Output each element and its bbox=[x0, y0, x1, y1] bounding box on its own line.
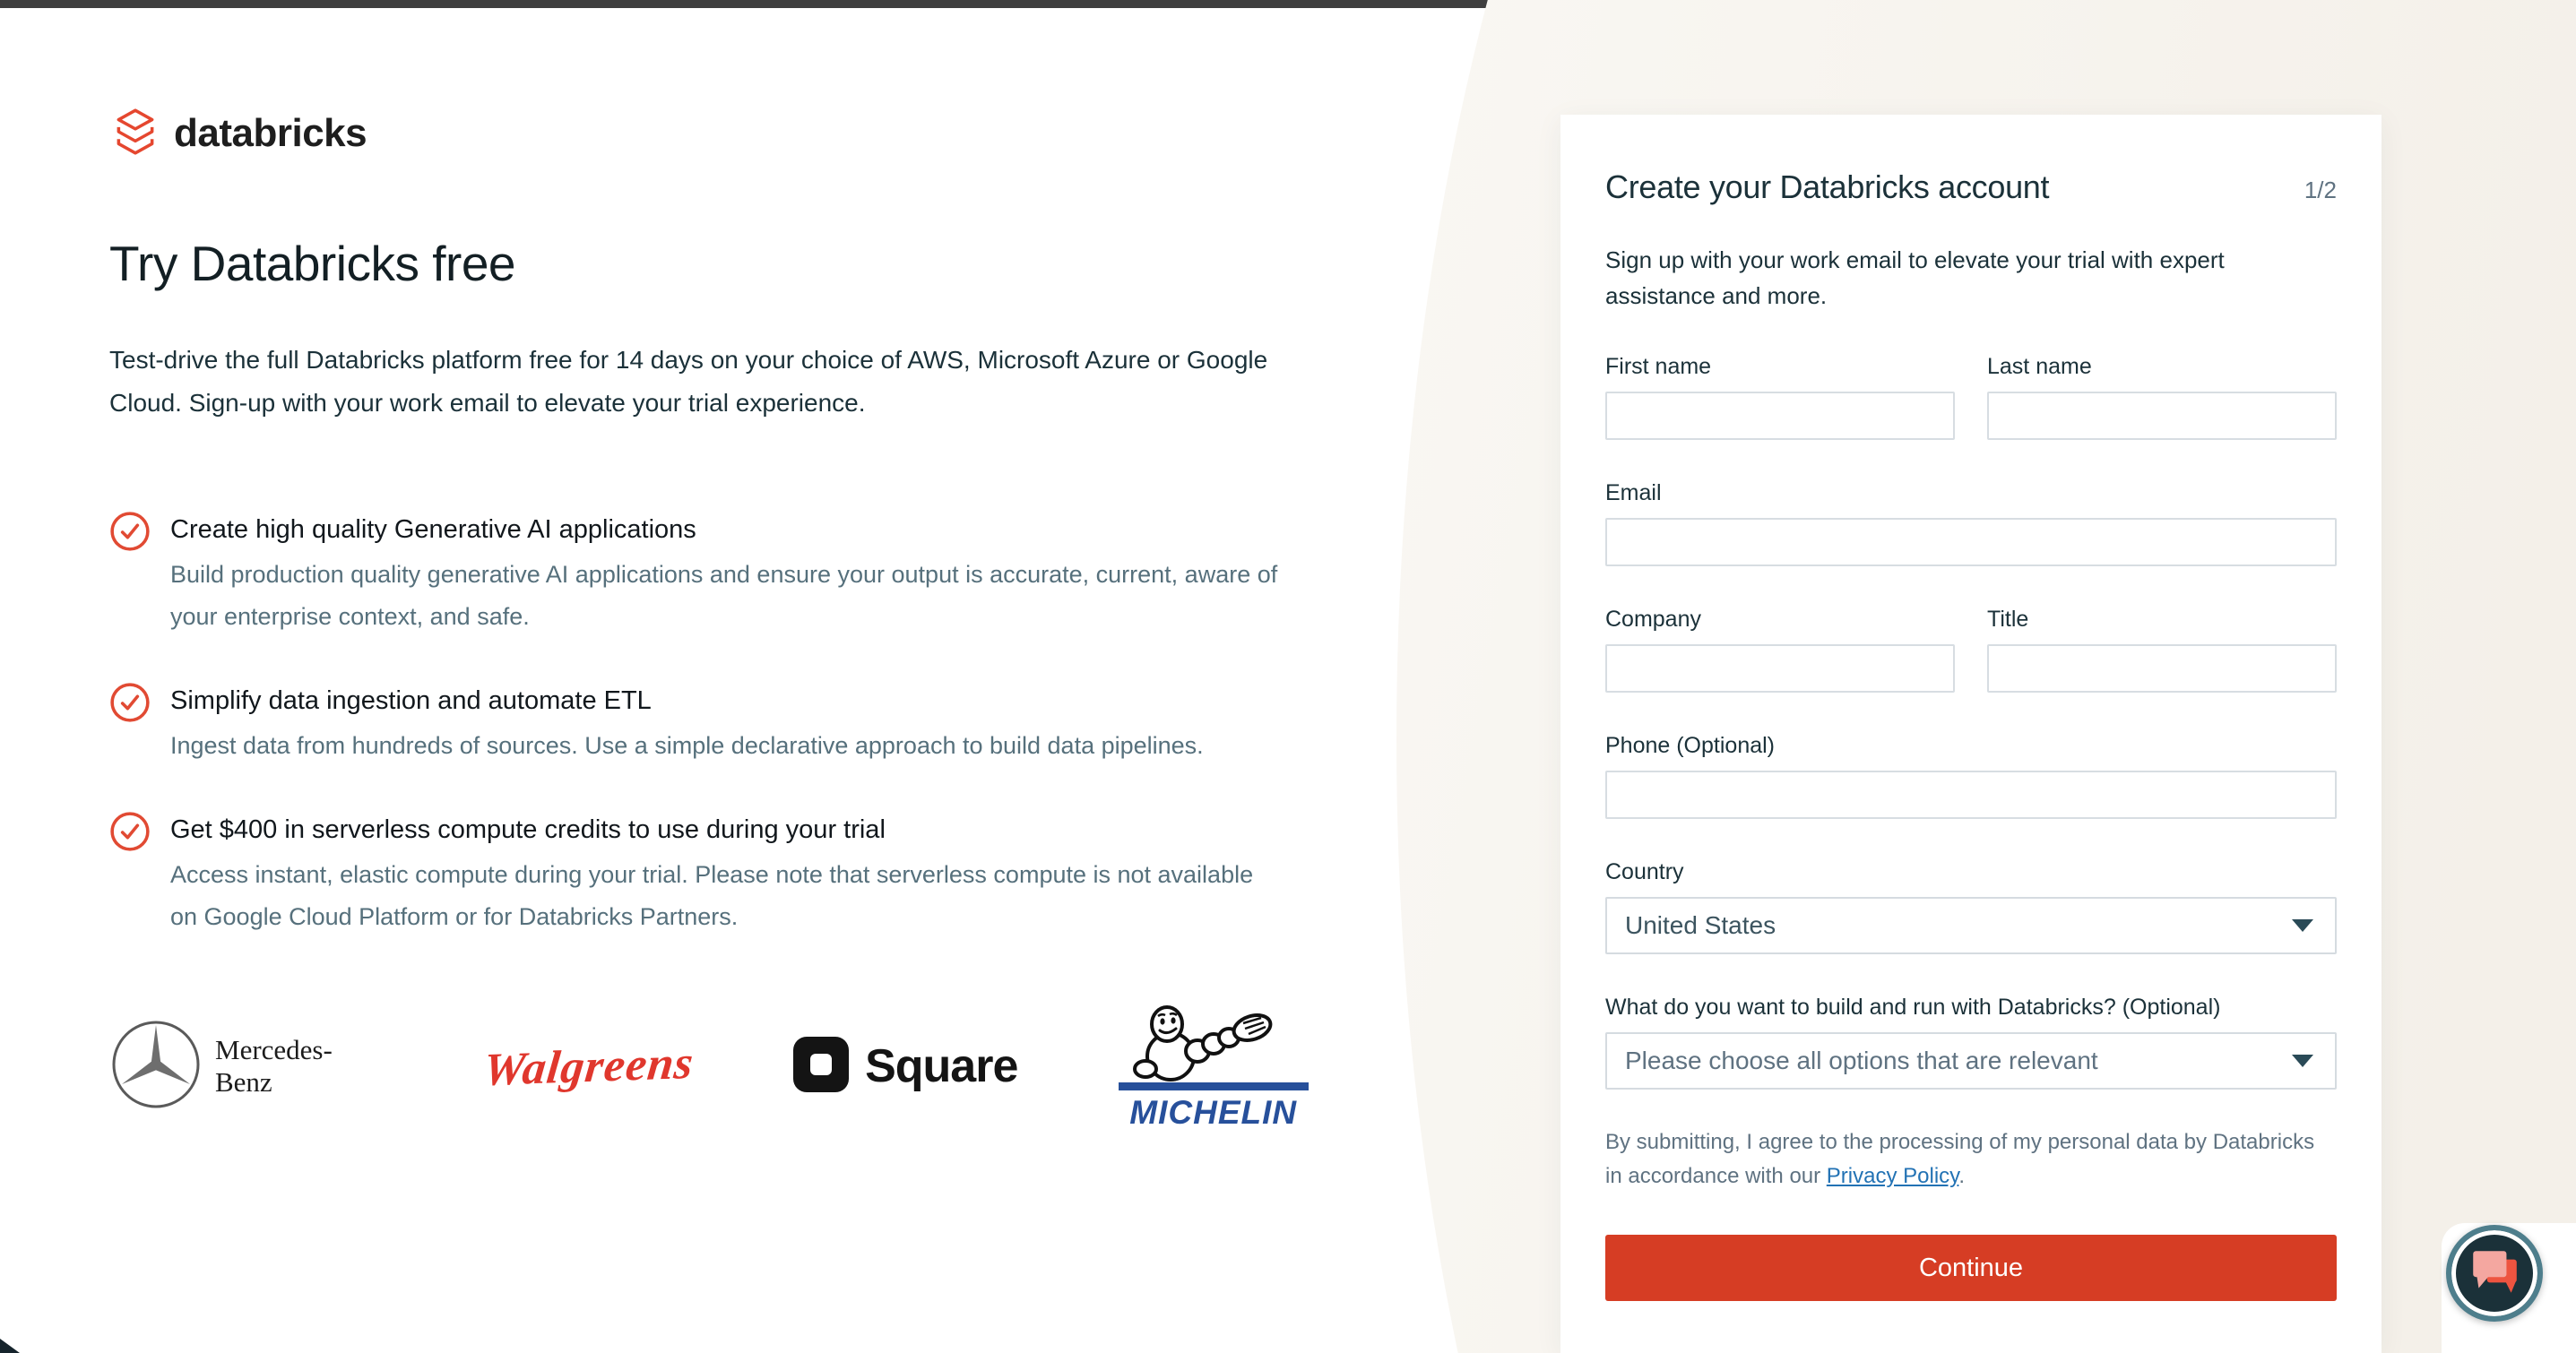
feature-item bbox=[109, 680, 1310, 767]
page-title: Try Databricks free bbox=[109, 236, 516, 291]
country-label: Country bbox=[1605, 859, 1684, 884]
last-name-label: Last name bbox=[1987, 354, 2092, 379]
square-mark-icon bbox=[791, 1035, 851, 1099]
country-select[interactable] bbox=[1605, 897, 2337, 954]
walgreens-wordmark: Walgreens bbox=[480, 1037, 696, 1096]
databricks-logo-icon bbox=[109, 106, 161, 162]
last-name-input[interactable] bbox=[1987, 392, 2337, 440]
phone-label: Phone (Optional) bbox=[1605, 733, 1776, 758]
databricks-wordmark: databricks bbox=[174, 111, 367, 155]
interests-select-placeholder: Please choose all options that are relevant bbox=[1625, 1047, 2098, 1074]
customer-logos bbox=[109, 1001, 1310, 1132]
caret-down-icon bbox=[2292, 1055, 2313, 1067]
country-select-value: United States bbox=[1625, 911, 1776, 939]
michelin-man-icon bbox=[1124, 1001, 1303, 1088]
first-name-input[interactable] bbox=[1605, 392, 1955, 440]
mercedes-benz-wordmark: Mercedes-Benz bbox=[215, 1034, 333, 1098]
michelin-wordmark: MICHELIN bbox=[1129, 1094, 1298, 1131]
feature-title: Get $400 in serverless compute credits to use during your trial bbox=[170, 815, 886, 844]
feature-title: Create high quality Generative AI applications bbox=[170, 515, 696, 544]
marketing-column bbox=[109, 106, 1310, 1132]
title-label: Title bbox=[1987, 607, 2029, 632]
email-input[interactable] bbox=[1605, 518, 2337, 566]
square-wordmark: Square bbox=[865, 1040, 1018, 1092]
phone-input[interactable] bbox=[1605, 771, 2337, 819]
databricks-logo bbox=[109, 106, 1310, 161]
walgreens-logo bbox=[480, 1037, 696, 1096]
chat-button[interactable] bbox=[2446, 1225, 2543, 1322]
privacy-policy-link[interactable]: Privacy Policy bbox=[1826, 1164, 1959, 1188]
feature-list bbox=[109, 509, 1310, 938]
check-circle-icon bbox=[109, 682, 151, 767]
first-name-label: First name bbox=[1605, 354, 1712, 379]
feature-item bbox=[109, 809, 1310, 938]
check-circle-icon bbox=[109, 811, 151, 938]
feature-description: Build production quality generative AI applications and ensure your output is accurate, current, aware of your enterprise context, and safe. bbox=[170, 561, 1278, 630]
feature-item bbox=[109, 509, 1310, 638]
signup-card bbox=[1560, 115, 2382, 1353]
feature-description: Access instant, elastic compute during your trial. Please note that serverless compute is not available on Google Cloud Platform or for Databricks Partners. bbox=[170, 861, 1254, 930]
form-title: Create your Databricks account bbox=[1605, 168, 2050, 205]
mercedes-star-icon bbox=[109, 1018, 203, 1116]
consent-text-before: By submitting, I agree to the processing of my personal data by Databricks in accordance with our bbox=[1605, 1130, 2315, 1188]
company-label: Company bbox=[1605, 607, 1701, 632]
interests-label: What do you want to build and run with Databricks? (Optional) bbox=[1605, 995, 2221, 1020]
check-circle-icon bbox=[109, 511, 151, 638]
feature-description: Ingest data from hundreds of sources. Use a simple declarative approach to build data pipelines. bbox=[170, 732, 1204, 759]
michelin-bar bbox=[1119, 1082, 1309, 1090]
form-subtitle: Sign up with your work email to elevate your trial with expert assistance and more. bbox=[1605, 246, 2225, 309]
chat-icon bbox=[2467, 1244, 2522, 1304]
consent-text bbox=[1605, 1125, 2322, 1194]
consent-text-after: . bbox=[1958, 1164, 1966, 1188]
mercedes-benz-logo bbox=[109, 1018, 385, 1116]
interests-select[interactable] bbox=[1605, 1032, 2337, 1090]
step-indicator: 1/2 bbox=[2304, 177, 2337, 203]
continue-button[interactable]: Continue bbox=[1605, 1235, 2337, 1301]
email-label: Email bbox=[1605, 480, 1662, 505]
feature-title: Simplify data ingestion and automate ETL bbox=[170, 686, 652, 715]
page-description: Test-drive the full Databricks platform free for 14 days on your choice of AWS, Microsoft Azure or Google Cloud. Sign-up with your work email to elevate your trial experience. bbox=[109, 346, 1268, 417]
title-input[interactable] bbox=[1987, 644, 2337, 693]
company-input[interactable] bbox=[1605, 644, 1955, 693]
caret-down-icon bbox=[2292, 919, 2313, 932]
square-logo bbox=[791, 1035, 1017, 1099]
bottom-left-fragment bbox=[0, 1339, 20, 1353]
michelin-logo bbox=[1116, 1001, 1310, 1132]
